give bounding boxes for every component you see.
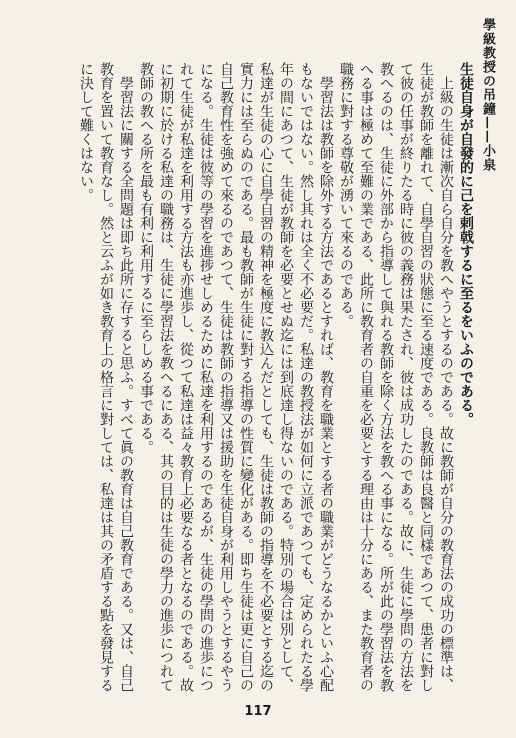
paragraph-continuation: 生徒自身が自發的に己を剌戟するに至るをいふのである。	[458, 62, 474, 426]
paragraph: 學習法は教師を除外する方法であるとすれば、教育を職業とする者の職業がどうなるかといふ心配もないではない。然し其れは全く不必要だ。私達の教授法が如何に立派であつても、定められたる學年の間にあつて、生徒が教師を必要とせぬ迄には到底達し得ないのである。特別の場合は別として、私達が生徒の心に自學自習の精神を極度に教込んだとしても、生徒は教師の指導を不必要とする迄の實力には至らぬのである。最も教師が生徒に對する指導の性質に變化がある。即ち生徒は更に自己の自己教育性を強めて來るのであつて、生徒は教師の指導又は援助を生徒自身が利用しやうとするやうになる。生徒は彼等の學習を進捗せしめるために私達を利用するのであるが、生徒の學問の進歩につれて生徒が私達を利用する方法も亦進歩し、從つて私達は益々教育上必要なる者となるのである。故に初期に於ける私達の職務は、生徒に學習法を教へるにある、其の目的は生徒の學力の進歩につれて教師の教へる所を最も有利に利用するに至らしめる事である。	[138, 62, 334, 692]
page-number: 117	[244, 704, 272, 719]
running-head: 學級教授の吊鐘——小泉	[480, 18, 495, 172]
paragraph: 學習法に關する全問題は即ち此所に存すると思ふ。すべて眞の教育は自己教育である。又は、自己教育を置いて教育なし。然と云ふが如き教育上の格言に對しては、私達は其の矛盾する點を發見するに決して難くはない。	[78, 62, 134, 692]
body-text	[28, 62, 476, 692]
paragraph: 上級の生徒は漸次自ら自分を教へやうとするのである。故に教師が自分の教育法の成功の標準は、生徒が教師を離れて、自學自習の狀態に至る速度である。良教師は良醫と同樣であつて、患者に對して彼の任事が終りたる時に彼の義務は果たされ、彼は成功したのである。故に、生徒に學問の方法を教へるのは、生徒に外部から指導して與れる教師を除く方法を教へる事になる。所が此の學習法を教へる事は極めて至難の業である、此所に教育者の自重を必要とする理由は十分にある、また教育者の職務に對する尊敬が湧いて來るのである。	[338, 62, 454, 692]
